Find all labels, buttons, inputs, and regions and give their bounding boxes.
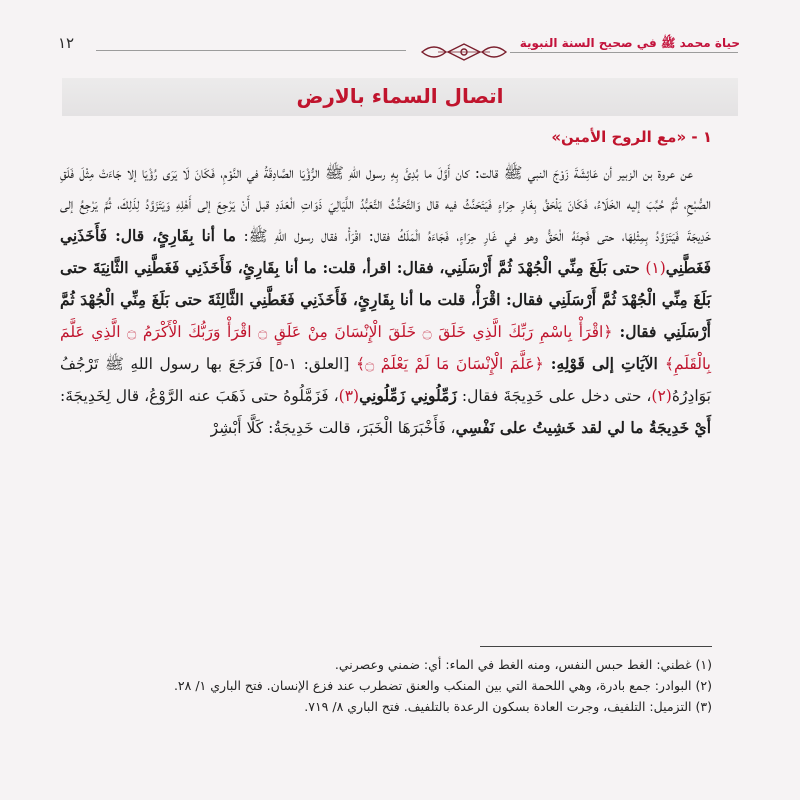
footnote — [150, 696, 712, 717]
verse-reference: [العلق: ١-٥] — [262, 355, 357, 373]
footnote-text: غطني: الغط حبس النفس، ومنه الغط في الماء: أي: ضمني وعصرني. — [334, 657, 692, 672]
paragraph — [60, 158, 711, 444]
text-run: ، حتى دخل على خَدِيجَةَ فقال: — [456, 387, 652, 405]
text-run: فَرَجَعَ بها رسول اللهِ ﷺ تَرْجُفُ بَوَادِرُهُ — [60, 355, 711, 405]
footnote-number: (١) — [695, 657, 712, 672]
footnote-number: (٢) — [695, 678, 712, 693]
text-run: عن عروة بن الزبير أن عَائِشَةَ زَوْجَ النبي ﷺ قالت: كان أَوَّلَ ما بُدِئَ بِهِ رسول اللهِ ﷺ الرُّؤْيَا الصَّادِقَةُ في النَّوْمِ، فَكَانَ لَا يَرَى رُؤْيَا إلا جَاءَتْ مِثْلَ فَلَقِ الصُّبْحِ، ثُمَّ حُبِّبَ إليه الخَلَاءُ، فَكَانَ يَلْحَقُ بِغَارِ حِرَاءٍ فَيَتَحَنَّثُ فيه قال وَالتَّحَنُّثُ التَّعَبُّدُ اللَّيَالِيَ ذَوَاتِ الْعَدَدِ قبل أَنْ يَرْجِعَ إلى أَهْلِهِ وَيَتَزَوَّدُ لِذَلِكَ، ثُمَّ يَرْجِعُ إلى خَدِيجَةَ فَيَتَزَوَّدُ بِمِثْلِهَا، حتى فَجِئَهُ الْحَقُّ وهو في غَارِ حِرَاءٍ، فَجَاءَهُ الْمَلَكُ فقال: اقْرَأْ، فقال رسول اللهِ ﷺ: — [60, 164, 712, 245]
text-run-bold: الآيَاتِ إلى قَوْلِهِ: — [543, 354, 665, 373]
chapter-title: اتصال السماء بالارض — [296, 84, 504, 108]
quran-verse-2: ﴿عَلَّمَ الْإِنْسَانَ مَا لَمْ يَعْلَمْ ۝﴾ — [356, 355, 544, 373]
header-rule-left — [96, 50, 406, 51]
text-run: ، فَزَمَّلُوهُ حتى ذَهَبَ عنه الرَّوْعُ، قال لِخَدِيجَةَ: — [60, 387, 339, 405]
section-heading: ١ - «مع الروح الأمين» — [551, 128, 712, 146]
footnotes — [150, 654, 712, 717]
ornament-icon — [418, 40, 510, 64]
footnote-number: (٣) — [695, 699, 712, 714]
running-header — [58, 30, 740, 64]
footnote-text: التزميل: التلفيف، وجرت العادة بسكون الرعدة بالتلفيف. فتح الباري ٨/ ٧١٩. — [304, 699, 692, 714]
footnote — [150, 675, 712, 696]
running-title: حياة محمد ﷺ في صحيح السنة النبوية — [519, 36, 740, 50]
text-run-bold: زَمِّلُونِي زَمِّلُونِي — [359, 386, 457, 405]
footnote-ref-1: (١) — [645, 259, 666, 277]
footnote-ref-3: (٣) — [338, 387, 360, 405]
chapter-banner — [62, 78, 738, 116]
text-run: ، فَأَخْبَرَهَا الْخَبَرَ، قالت خَدِيجَةُ: كَلَّا أَبْشِرْ — [210, 419, 456, 437]
footnote-ref-2: (٢) — [651, 387, 672, 405]
text-run-bold: حتى بَلَغَ مِنِّي الْجُهْدَ ثُمَّ أَرْسَلَنِي، فقال: اقرأ، قلت: ما أنا بِقَارِئٍ، فَأَخَذَنِي فَغَطَّنِي الثَّانِيَةَ حتى بَلَغَ مِنِّي الْجُهْدَ ثُمَّ أَرْسَلَنِي فقال: اقْرَأْ، قلت ما أنا بِقَارِئٍ، فَأَخَذَنِي فَغَطَّنِي الثَّالِثَةَ حتى بَلَغَ مِنِّي الْجُهْدَ ثُمَّ أَرْسَلَنِي فقال: — [60, 258, 711, 341]
text-run-bold: أَيْ خَدِيجَةُ ما لي لقد خَشِيتُ على نَفْسِي — [455, 418, 711, 437]
text-run-bold: ما أنا بِقَارِئٍ، قال: فَأَخَذَنِي فَغَطَّنِي — [60, 226, 711, 277]
footnote-text: البوادر: جمع بادرة، وهي اللحمة التي بين المنكب والعنق تضطرب عند فزع الإنسان. فتح الباري ١/ ٢٨. — [173, 678, 692, 693]
footnote — [150, 654, 712, 675]
footnote-separator — [480, 646, 712, 647]
page-number: ١٢ — [58, 34, 75, 52]
quran-verse: ﴿اقْرَأْ بِاسْمِ رَبِّكَ الَّذِي خَلَقَ ۝ خَلَقَ الْإِنْسَانَ مِنْ عَلَقٍ ۝ اقْرَأْ وَرَبُّكَ الْأَكْرَمُ ۝ الَّذِي عَلَّمَ بِالْقَلَمِ﴾ — [60, 323, 711, 373]
hadith-text — [60, 158, 711, 444]
